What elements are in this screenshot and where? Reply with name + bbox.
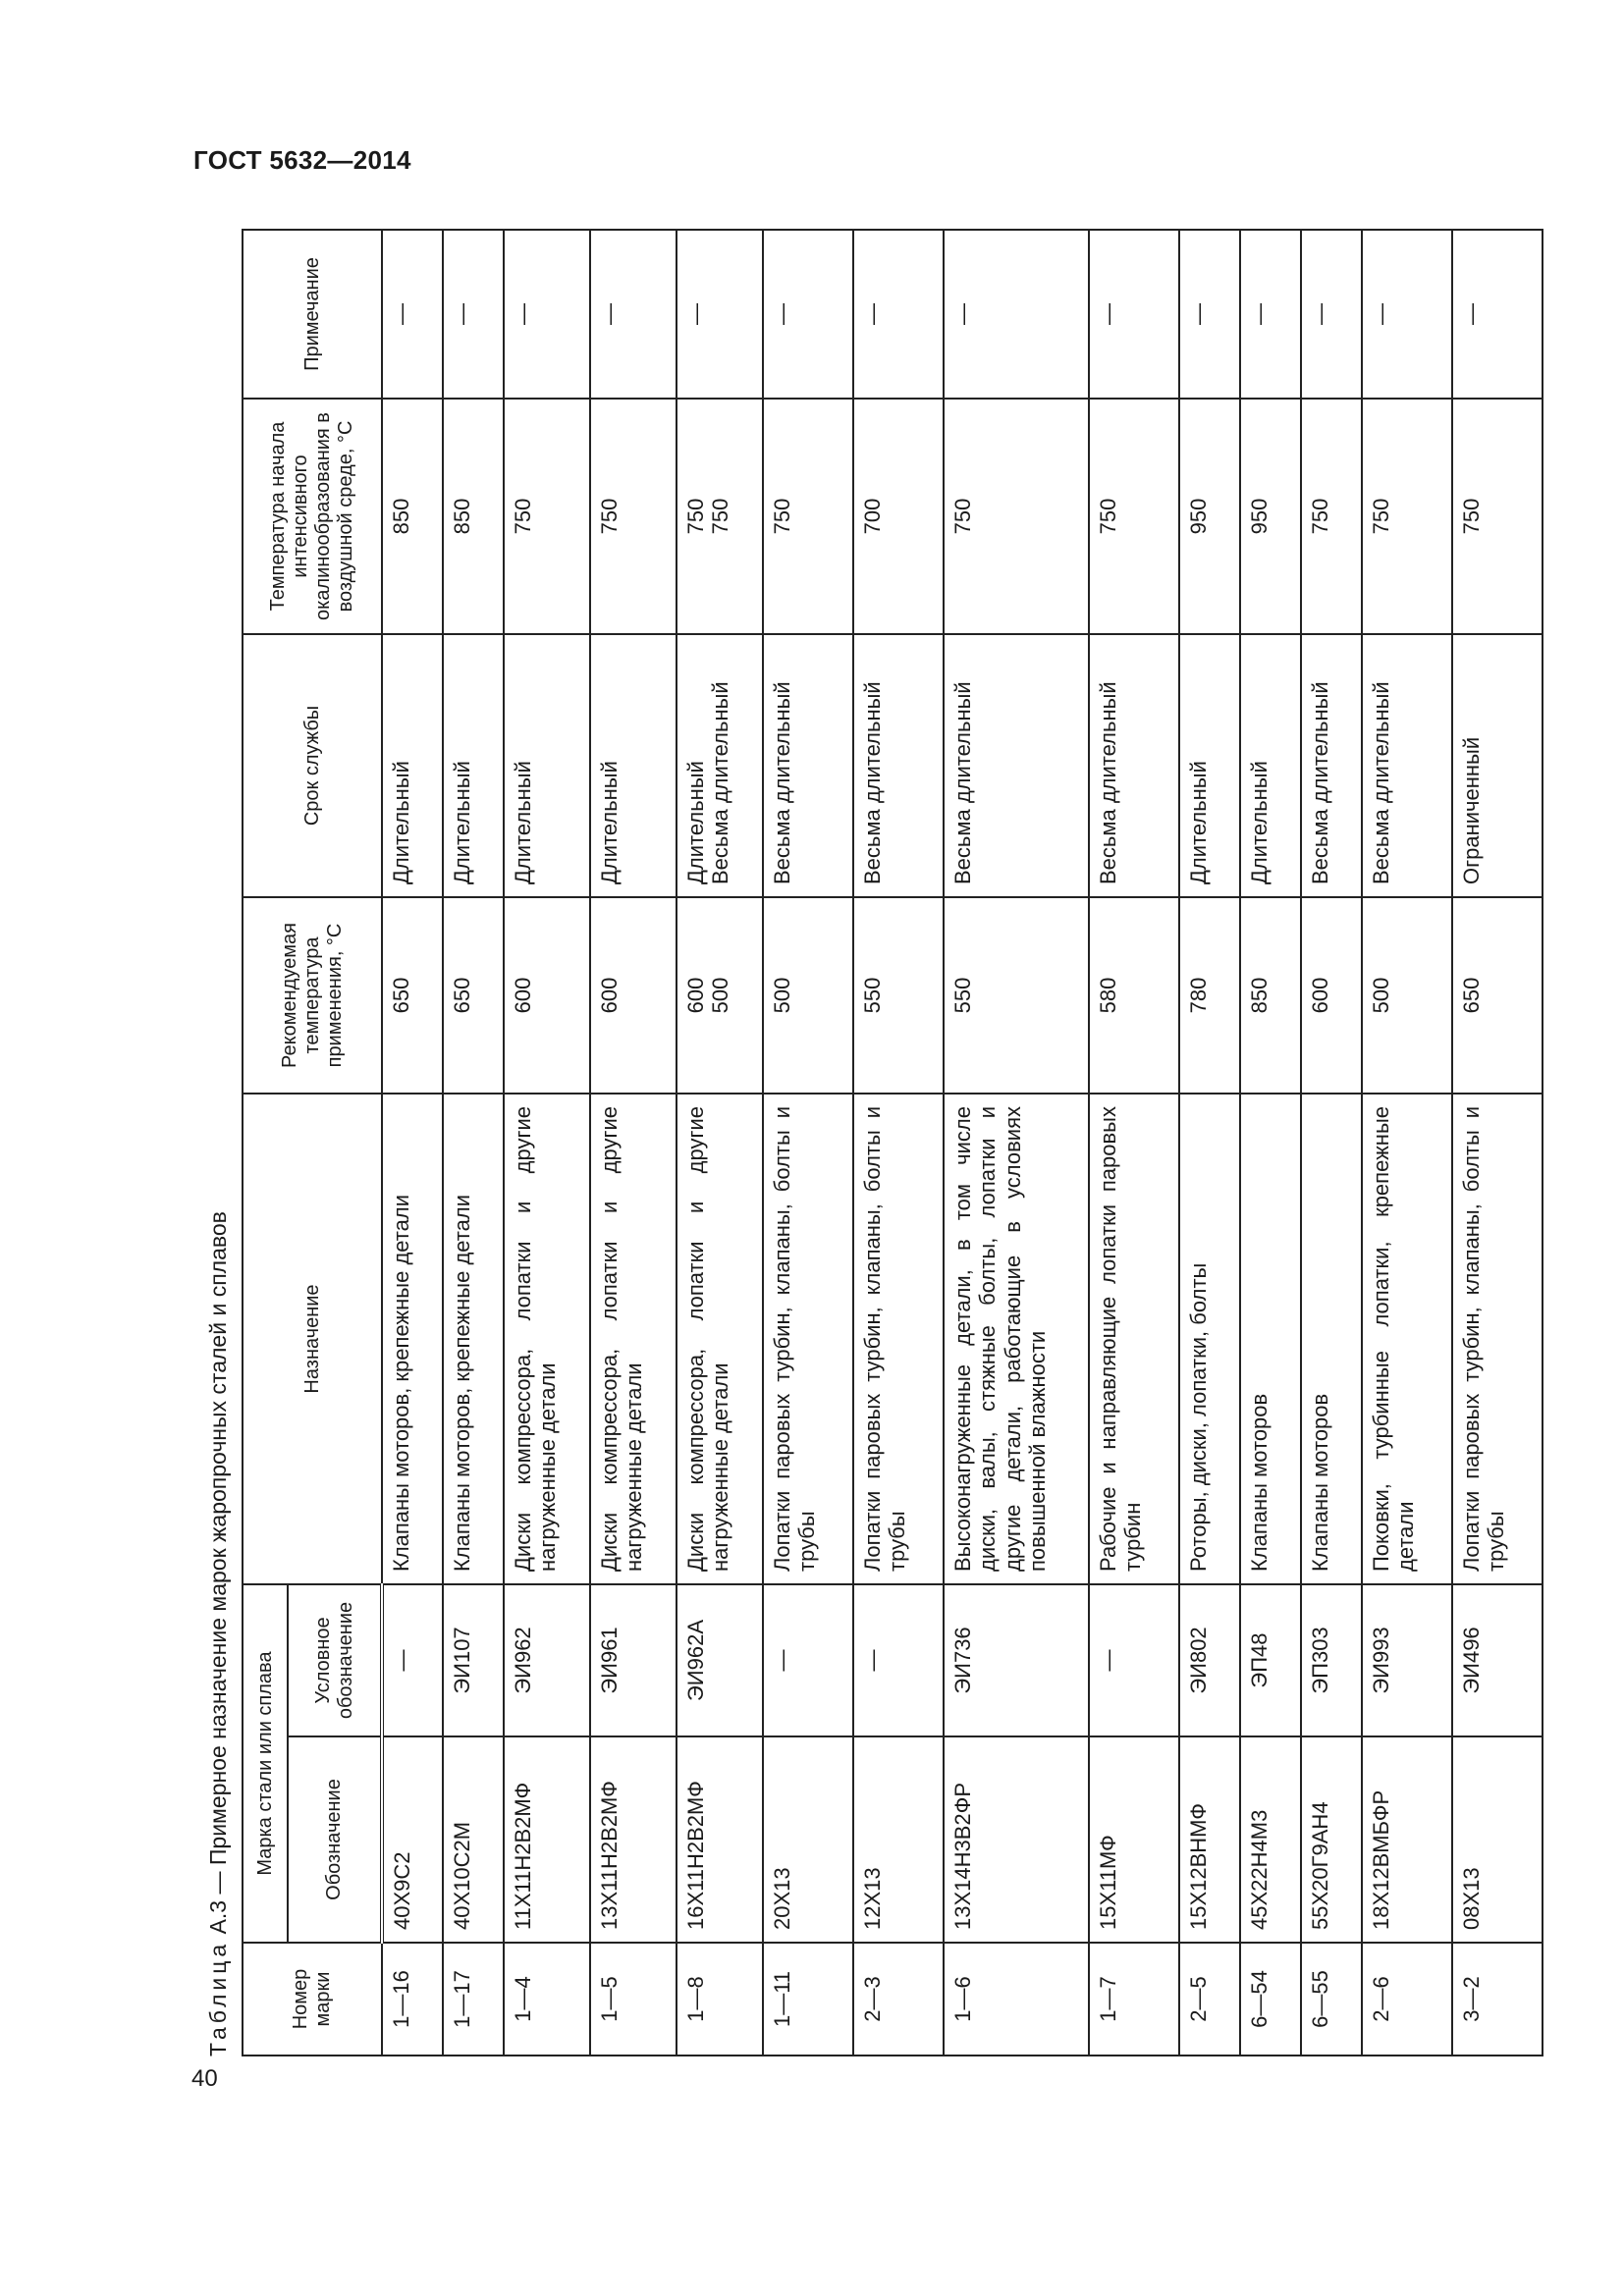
conditional-designation-cell: ЭП48 <box>1240 1584 1301 1736</box>
scaling-temp-cell-line: 750 <box>1459 498 1484 535</box>
service-life-cell <box>677 634 763 897</box>
rec-temp-cell <box>763 897 853 1094</box>
designation-cell: 13Х14Н3В2ФР <box>944 1736 1089 1943</box>
service-life-cell-line: Длительный <box>389 761 413 884</box>
service-life-cell <box>853 634 944 897</box>
rec-temp-cell <box>1089 897 1179 1094</box>
table-row <box>382 230 443 2056</box>
scaling-temp-cell <box>1301 399 1362 634</box>
scaling-temp-cell <box>590 399 677 634</box>
rec-temp-cell-line: 500 <box>770 977 794 1014</box>
scaling-temp-cell <box>944 399 1089 634</box>
rotated-table-block <box>196 231 1509 2056</box>
note-cell: — <box>853 230 944 399</box>
purpose-cell: Поковки, турбинные лопатки, крепежные детали <box>1362 1094 1452 1584</box>
purpose-cell: Клапаны моторов, крепежные детали <box>443 1094 504 1584</box>
note-cell: — <box>590 230 677 399</box>
note-cell: — <box>1240 230 1301 399</box>
mark-number-cell: 2—6 <box>1362 1943 1452 2056</box>
note-cell: — <box>1362 230 1452 399</box>
conditional-designation-cell: ЭИ993 <box>1362 1584 1452 1736</box>
service-life-cell-line: Весьма длительный <box>770 681 794 884</box>
purpose-cell: Клапаны моторов <box>1240 1094 1301 1584</box>
scaling-temp-cell <box>1240 399 1301 634</box>
header-rec-temp: Рекомендуемая температура применения, °С <box>243 897 382 1094</box>
header-scaling-temp: Температура начала интенсивного окалинообразования в воздушной среде, °С <box>243 399 382 634</box>
designation-cell: 16Х11Н2В2МФ <box>677 1736 763 1943</box>
service-life-cell-line: Весьма длительный <box>1369 681 1393 884</box>
rec-temp-cell-line: 500 <box>1369 977 1393 1014</box>
service-life-cell <box>1301 634 1362 897</box>
rec-temp-cell-line: 550 <box>860 977 885 1014</box>
rec-temp-cell-line: 650 <box>389 977 413 1014</box>
scaling-temp-cell-line: 750 <box>1369 498 1393 535</box>
conditional-designation-cell: ЭИ736 <box>944 1584 1089 1736</box>
note-cell: — <box>1452 230 1543 399</box>
table-row <box>944 230 1089 2056</box>
purpose-cell: Клапаны моторов, крепежные детали <box>382 1094 443 1584</box>
mark-number-cell: 2—5 <box>1179 1943 1240 2056</box>
scaling-temp-cell-line: 850 <box>450 498 474 535</box>
designation-cell: 55Х20Г9АН4 <box>1301 1736 1362 1943</box>
conditional-designation-cell: ЭИ961 <box>590 1584 677 1736</box>
scaling-temp-cell-line: 750 <box>950 498 975 535</box>
designation-cell: 08Х13 <box>1452 1736 1543 1943</box>
note-cell: — <box>504 230 590 399</box>
conditional-designation-cell: — <box>1089 1584 1179 1736</box>
table-row <box>1179 230 1240 2056</box>
conditional-designation-cell: ЭП303 <box>1301 1584 1362 1736</box>
table-row <box>1301 230 1362 2056</box>
scaling-temp-cell-line: 850 <box>389 498 413 535</box>
conditional-designation-cell: ЭИ962 <box>504 1584 590 1736</box>
designation-cell: 40Х10С2М <box>443 1736 504 1943</box>
scaling-temp-cell-line: 750 <box>1096 498 1120 535</box>
service-life-cell-line: Ограниченный <box>1459 736 1484 884</box>
service-life-cell-line: Длительный <box>450 761 474 884</box>
scaling-temp-cell <box>504 399 590 634</box>
mark-number-cell: 1—7 <box>1089 1943 1179 2056</box>
rec-temp-cell-line: 850 <box>1247 977 1272 1014</box>
steel-grades-table <box>242 229 1543 2056</box>
note-cell: — <box>443 230 504 399</box>
header-purpose: Назначение <box>243 1094 382 1584</box>
header-conditional: Условное обозначение <box>288 1584 382 1736</box>
table-row <box>853 230 944 2056</box>
note-cell: — <box>1089 230 1179 399</box>
table-caption-label: Таблица <box>205 1940 231 2056</box>
scaling-temp-cell <box>1452 399 1543 634</box>
mark-number-cell: 1—5 <box>590 1943 677 2056</box>
designation-cell: 12Х13 <box>853 1736 944 1943</box>
service-life-cell <box>1089 634 1179 897</box>
purpose-cell: Лопатки паровых турбин, клапаны, болты и трубы <box>1452 1094 1543 1584</box>
header-grade-group: Марка стали или сплава <box>243 1584 288 1943</box>
table-row <box>1362 230 1452 2056</box>
rec-temp-cell-line: 600 <box>597 977 622 1014</box>
table-row <box>1452 230 1543 2056</box>
mark-number-cell: 1—16 <box>382 1943 443 2056</box>
scaling-temp-cell-line: 750 <box>1308 498 1332 535</box>
service-life-cell-line: Весьма длительный <box>1096 681 1120 884</box>
rec-temp-cell <box>677 897 763 1094</box>
designation-cell: 18Х12ВМБФР <box>1362 1736 1452 1943</box>
table-row <box>590 230 677 2056</box>
rec-temp-cell <box>1452 897 1543 1094</box>
table-row <box>677 230 763 2056</box>
table-row <box>443 230 504 2056</box>
scaling-temp-cell-line: 950 <box>1247 498 1272 535</box>
rec-temp-cell-line: 650 <box>1459 977 1484 1014</box>
mark-number-cell: 1—4 <box>504 1943 590 2056</box>
scaling-temp-cell <box>853 399 944 634</box>
rec-temp-cell-line: 580 <box>1096 977 1120 1014</box>
rec-temp-cell-line: 600 <box>511 977 535 1014</box>
service-life-cell <box>1362 634 1452 897</box>
purpose-cell: Рабочие и направляющие лопатки паровых турбин <box>1089 1094 1179 1584</box>
rec-temp-cell <box>1240 897 1301 1094</box>
conditional-designation-cell: ЭИ496 <box>1452 1584 1543 1736</box>
designation-cell: 11Х11Н2В2МФ <box>504 1736 590 1943</box>
scaling-temp-cell-line: 750 <box>597 498 622 535</box>
scaling-temp-cell-line: 750 <box>708 498 733 535</box>
scaling-temp-cell <box>763 399 853 634</box>
header-designation: Обозначение <box>288 1736 382 1943</box>
header-note: Примечание <box>243 230 382 399</box>
scaling-temp-cell <box>1089 399 1179 634</box>
rec-temp-cell <box>504 897 590 1094</box>
scaling-temp-cell-line: 750 <box>770 498 794 535</box>
rec-temp-cell <box>1301 897 1362 1094</box>
service-life-cell-line: Длительный <box>1186 761 1211 884</box>
note-cell: — <box>763 230 853 399</box>
rec-temp-cell-line: 600 <box>683 977 708 1014</box>
scaling-temp-cell-line: 950 <box>1186 498 1211 535</box>
conditional-designation-cell: — <box>853 1584 944 1736</box>
rec-temp-cell-line: 650 <box>450 977 474 1014</box>
service-life-cell-line: Длительный <box>511 761 535 884</box>
rec-temp-cell <box>944 897 1089 1094</box>
mark-number-cell: 1—11 <box>763 1943 853 2056</box>
service-life-cell <box>1452 634 1543 897</box>
rec-temp-cell <box>443 897 504 1094</box>
rec-temp-cell-line: 600 <box>1308 977 1332 1014</box>
page-number: 40 <box>191 2065 218 2092</box>
service-life-cell-line: Длительный <box>1247 761 1272 884</box>
document-header: ГОСТ 5632—2014 <box>193 145 411 175</box>
rec-temp-cell-line: 500 <box>708 977 733 1014</box>
purpose-cell: Лопатки паровых турбин, клапаны, болты и трубы <box>853 1094 944 1584</box>
conditional-designation-cell: ЭИ802 <box>1179 1584 1240 1736</box>
mark-number-cell: 3—2 <box>1452 1943 1543 2056</box>
designation-cell: 13Х11Н2В2МФ <box>590 1736 677 1943</box>
service-life-cell-line: Весьма длительный <box>950 681 975 884</box>
scaling-temp-cell <box>677 399 763 634</box>
purpose-cell: Роторы, диски, лопатки, болты <box>1179 1094 1240 1584</box>
note-cell: — <box>1301 230 1362 399</box>
rec-temp-cell <box>590 897 677 1094</box>
rec-temp-cell <box>382 897 443 1094</box>
table-caption <box>196 1211 240 2056</box>
purpose-cell: Клапаны моторов <box>1301 1094 1362 1584</box>
mark-number-cell: 6—54 <box>1240 1943 1301 2056</box>
table-row <box>1240 230 1301 2056</box>
scaling-temp-cell-line: 750 <box>511 498 535 535</box>
mark-number-cell: 2—3 <box>853 1943 944 2056</box>
conditional-designation-cell: ЭИ962А <box>677 1584 763 1736</box>
purpose-cell: Диски компрессора, лопатки и другие нагруженные детали <box>677 1094 763 1584</box>
purpose-cell: Высоконагруженные детали, в том числе диски, валы, стяжные болты, лопатки и другие детали, работающие в условиях повышенной влажности <box>944 1094 1089 1584</box>
service-life-cell-line: Длительный <box>597 761 622 884</box>
rec-temp-cell-line: 550 <box>950 977 975 1014</box>
table-body <box>382 230 1543 2056</box>
rec-temp-cell-line: 780 <box>1186 977 1211 1014</box>
service-life-cell <box>382 634 443 897</box>
designation-cell: 15Х11МФ <box>1089 1736 1179 1943</box>
service-life-cell <box>1240 634 1301 897</box>
note-cell: — <box>1179 230 1240 399</box>
scaling-temp-cell <box>1362 399 1452 634</box>
purpose-cell: Диски компрессора, лопатки и другие нагруженные детали <box>590 1094 677 1584</box>
mark-number-cell: 1—6 <box>944 1943 1089 2056</box>
service-life-cell-line: Весьма длительный <box>860 681 885 884</box>
table-row <box>763 230 853 2056</box>
service-life-cell-line: Длительный <box>683 761 708 884</box>
mark-number-cell: 1—17 <box>443 1943 504 2056</box>
designation-cell: 20Х13 <box>763 1736 853 1943</box>
note-cell: — <box>944 230 1089 399</box>
header-number: Номер марки <box>243 1943 382 2056</box>
service-life-cell <box>443 634 504 897</box>
service-life-cell <box>504 634 590 897</box>
service-life-cell <box>763 634 853 897</box>
mark-number-cell: 1—8 <box>677 1943 763 2056</box>
scaling-temp-cell <box>382 399 443 634</box>
conditional-designation-cell: — <box>382 1584 443 1736</box>
designation-cell: 40Х9С2 <box>382 1736 443 1943</box>
table-row <box>1089 230 1179 2056</box>
scaling-temp-cell <box>1179 399 1240 634</box>
service-life-cell-line: Весьма длительный <box>1308 681 1332 884</box>
header-service-life: Срок службы <box>243 634 382 897</box>
table-caption-text: А.3 — Примерное назначение марок жаропрочных сталей и сплавов <box>205 1211 231 1935</box>
service-life-cell-line: Весьма длительный <box>708 681 733 884</box>
scaling-temp-cell <box>443 399 504 634</box>
rec-temp-cell <box>1362 897 1452 1094</box>
conditional-designation-cell: — <box>763 1584 853 1736</box>
rec-temp-cell <box>1179 897 1240 1094</box>
scaling-temp-cell-line: 700 <box>860 498 885 535</box>
service-life-cell <box>1179 634 1240 897</box>
scaling-temp-cell-line: 750 <box>683 498 708 535</box>
designation-cell: 45Х22Н4М3 <box>1240 1736 1301 1943</box>
rec-temp-cell <box>853 897 944 1094</box>
conditional-designation-cell: ЭИ107 <box>443 1584 504 1736</box>
designation-cell: 15Х12ВНМФ <box>1179 1736 1240 1943</box>
service-life-cell <box>944 634 1089 897</box>
note-cell: — <box>677 230 763 399</box>
service-life-cell <box>590 634 677 897</box>
note-cell: — <box>382 230 443 399</box>
table-row <box>504 230 590 2056</box>
purpose-cell: Лопатки паровых турбин, клапаны, болты и трубы <box>763 1094 853 1584</box>
purpose-cell: Диски компрессора, лопатки и другие нагруженные детали <box>504 1094 590 1584</box>
mark-number-cell: 6—55 <box>1301 1943 1362 2056</box>
